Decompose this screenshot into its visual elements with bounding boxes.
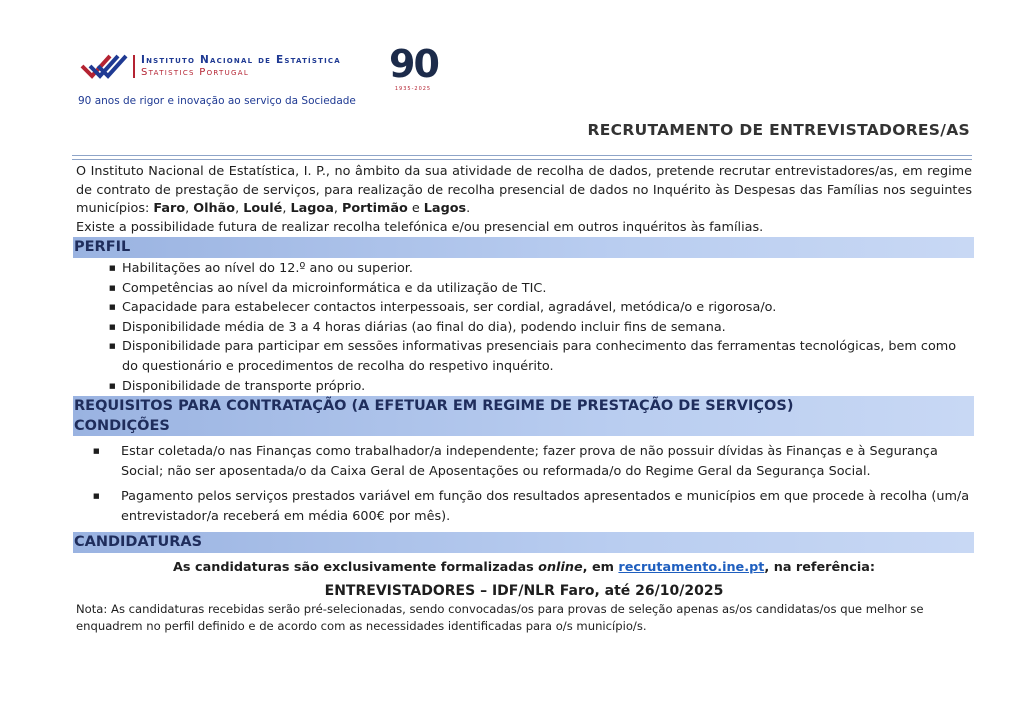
selection-note: Nota: As candidaturas recebidas serão pré-selecionadas, sendo convocadas/os para provas de seleção apenas as/os candidatas/os que melhor se enquadrem no perfil definido e de acordo com as necessidades identificadas para o/s município/s.: [76, 602, 924, 634]
list-item: ■ Disponibilidade de transporte próprio.: [76, 377, 972, 397]
municipality: Olhão: [193, 201, 236, 216]
online-word: online: [538, 560, 583, 576]
conditions-heading: CONDIÇÕES: [74, 418, 170, 435]
list-item: ■ Capacidade para estabelecer contactos interpessoais, ser cordial, agradável, metódica/o e rigorosa/o.: [76, 298, 972, 318]
list-item: ■ Pagamento pelos serviços prestados variável em função dos resultados apresentados e municípios em que procede à recolha (um/a entrevistador/a receberá em média 600€ por mês).: [76, 487, 972, 526]
reference-code: ENTREVISTADORES – IDF/NLR Faro, até 26/10/2025: [324, 582, 724, 599]
municipality: Lagos: [423, 201, 467, 216]
recruitment-link[interactable]: recrutamento.ine.pt: [618, 560, 765, 576]
list-item: ■ Disponibilidade para participar em sessões informativas presenciais para conhecimento das ferramentas tecnológicas, bem como do questionário e procedimentos de recolha do respetivo inquérito.: [76, 337, 972, 376]
requirements-heading: REQUISITOS PARA CONTRATAÇÃO (A EFETUAR EM REGIME DE PRESTAÇÃO DE SERVIÇOS): [74, 398, 794, 415]
intro-note: Existe a possibilidade futura de realizar recolha telefónica e/ou presencial em outros inquéritos às famílias.: [76, 219, 764, 235]
org-name-english: Statistics Portugal: [141, 67, 250, 78]
list-item: ■ Disponibilidade média de 3 a 4 horas diárias (ao final do dia), podendo incluir fins de semana.: [76, 318, 972, 338]
document-body: [76, 163, 972, 635]
section-heading-candidaturas: CANDIDATURAS: [73, 532, 974, 553]
list-item: ■ Estar coletada/o nas Finanças como trabalhador/a independente; fazer prova de não possuir dívidas às Finanças e à Segurança Social; não ser aposentada/o da Caixa Geral de Aposentações ou reformada/o do Regime Geral da Segurança Social.: [76, 442, 972, 481]
municipality: Lagoa: [290, 201, 334, 216]
section-heading-requisitos: [73, 396, 974, 436]
conditions-list: [76, 442, 972, 526]
logo-divider: [133, 55, 135, 78]
anniversary-logo: [389, 44, 437, 98]
intro-paragraph: O Instituto Nacional de Estatística, I. P., no âmbito da sua atividade de recolha de dados, pretende recrutar entrevistadores/as, em regime de contrato de prestação de serviços, para realização de recolha presencial de dados no Inquérito às Despesas das Famílias nos seguintes municípios: Faro, Olhão, Loulé, Lagoa, Portimão e Lagos.: [76, 164, 972, 216]
municipality: Faro: [153, 201, 186, 216]
section-heading-perfil: PERFIL: [73, 237, 974, 258]
municipality: Loulé: [243, 201, 283, 216]
page-title: RECRUTAMENTO DE ENTREVISTADORES/AS: [587, 121, 970, 139]
profile-list: [76, 259, 972, 396]
anniversary-mark: 90: [389, 42, 438, 86]
title-divider: [72, 155, 972, 160]
anniversary-years: 1935-2025: [394, 86, 432, 92]
ine-logo-icon: [80, 52, 128, 80]
list-item: ■ Competências ao nível da microinformática e da utilização de TIC.: [76, 279, 972, 299]
municipality: Portimão: [342, 201, 408, 216]
org-name: Instituto Nacional de Estatística: [141, 54, 341, 66]
motto: 90 anos de rigor e inovação ao serviço da Sociedade: [78, 95, 356, 107]
list-item: ■ Habilitações ao nível do 12.º ano ou superior.: [76, 259, 972, 279]
intro-text: O Instituto Nacional de Estatística, I. P., no âmbito da sua atividade de recolha de dados, pretende recrutar entrevistadores/as, em regime de contrato de prestação de serviços, para realização de recolha presencial de dados no Inquérito às Despesas das Famílias nos seguintes municípios:: [76, 164, 972, 216]
application-instructions: As candidaturas são exclusivamente formalizadas online, em recrutamento.ine.pt, na referência:: [173, 560, 875, 576]
